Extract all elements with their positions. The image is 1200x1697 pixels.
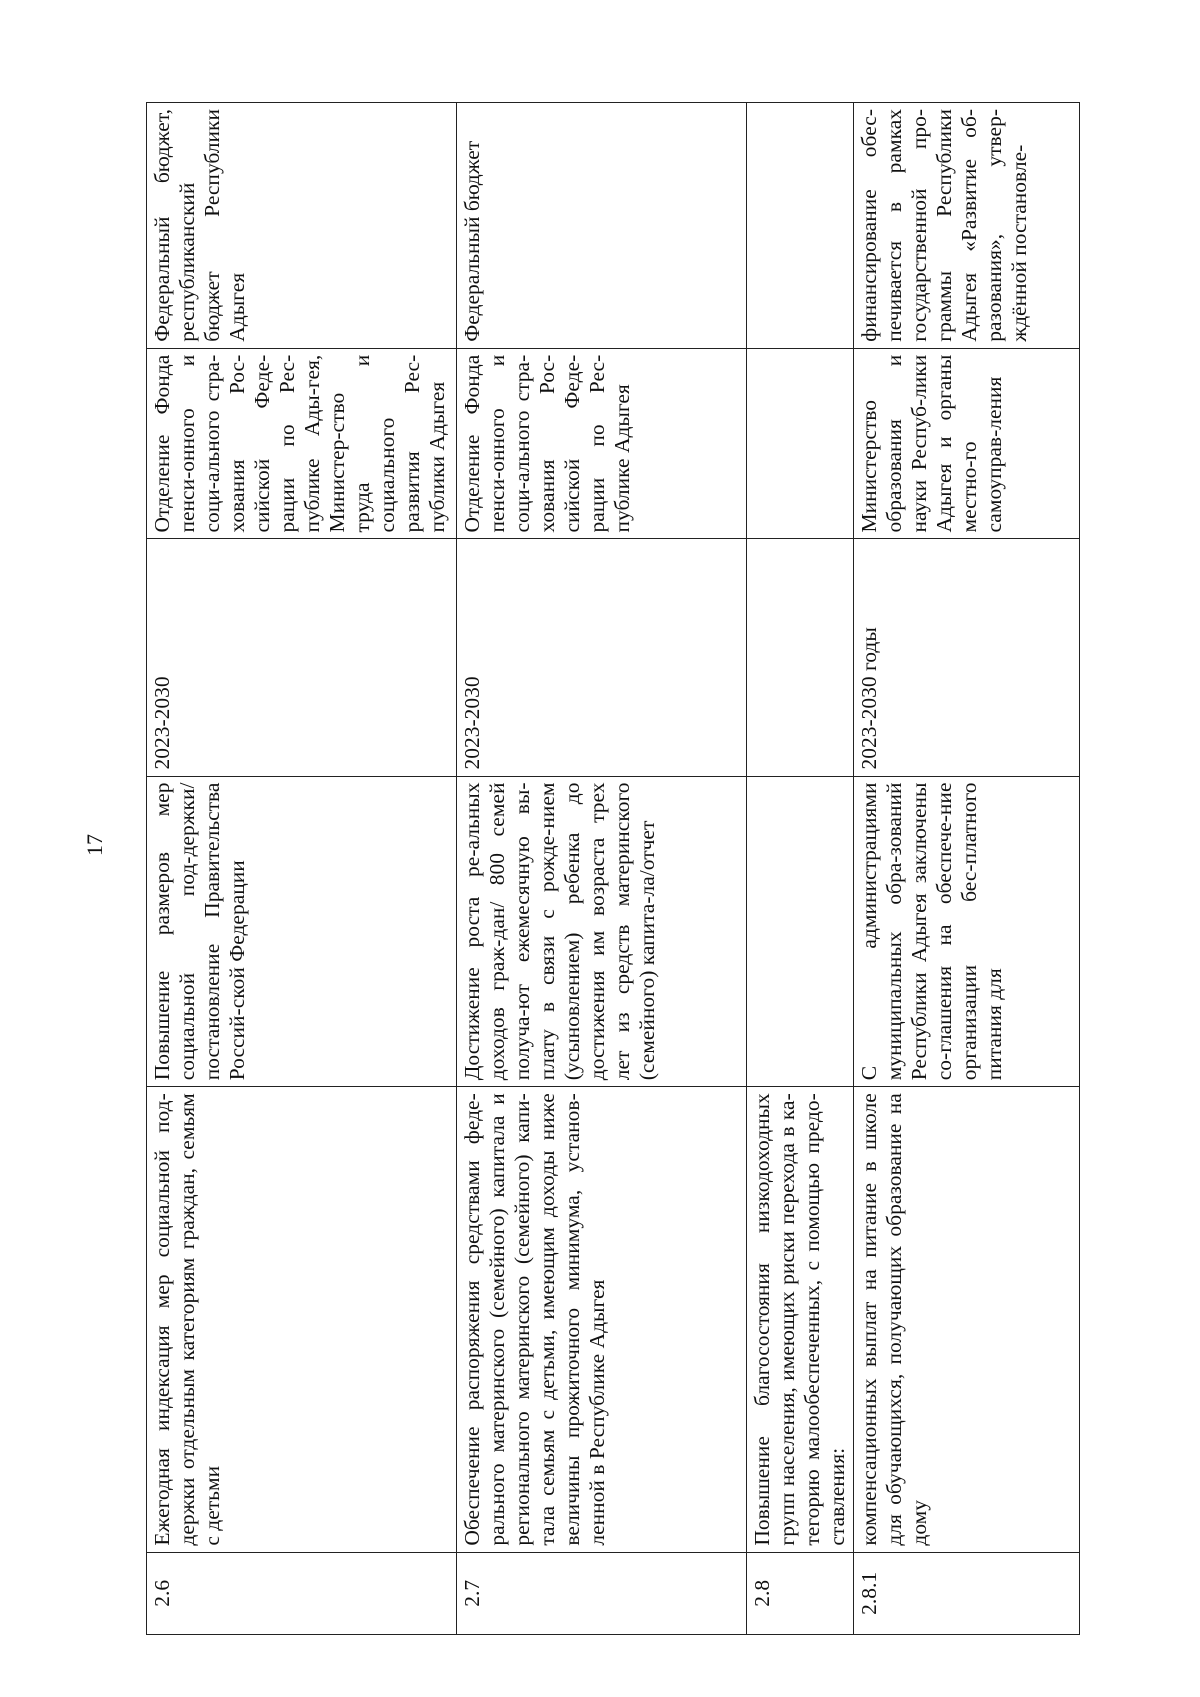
executor-cell: Отделение Фонда пенси-онного и соци-ального стра-хования Рос-сийской Феде-рации по Рес-публике Ады-гея, Министер-ство труда и социального развития Рес-публики Адыгея — [147, 348, 457, 539]
measures-table — [146, 102, 1080, 1635]
executor-cell: Отделение Фонда пенси-онного и соци-ального стра-хования Рос-сийской Феде-рации по Рес-публике Адыгея — [457, 348, 747, 539]
period-cell — [747, 539, 854, 776]
page-number: 17 — [82, 834, 107, 856]
measure-cell: Ежегодная индексация мер социальной под-держки отдельным категориям граждан, семьям с детьми — [147, 1087, 457, 1552]
period-cell: 2023-2030 годы — [854, 539, 1080, 776]
table-row — [747, 103, 854, 1635]
rotated-table-container — [146, 102, 1066, 1635]
row-number: 2.7 — [457, 1552, 747, 1634]
row-number: 2.6 — [147, 1552, 457, 1634]
table-row — [457, 103, 747, 1635]
executor-cell — [747, 348, 854, 539]
measure-cell: компенсационных выплат на питание в школе для обучающихся, получающих образование на дому — [854, 1087, 1080, 1552]
result-cell: Повышение размеров мер социальной под-держки/ постановление Правительства Россий-ской Федерации — [147, 776, 457, 1087]
row-number: 2.8.1 — [854, 1552, 1080, 1634]
table-row — [854, 103, 1080, 1635]
period-cell: 2023-2030 — [457, 539, 747, 776]
measure-cell: Обеспечение распоряжения средствами феде-рального материнского (семейного) капитала и регионального материнского (семейного) капи-тала семьям с детьми, имеющим доходы ниже величины прожиточного минимума, установ-ленной в Республике Адыгея — [457, 1087, 747, 1552]
result-cell: Достижение роста ре-альных доходов граж-дан/ 800 семей получа-ют ежемесячную вы-плату в связи с рожде-нием (усыновлением) ребенка до достижения им возраста трех лет из средств материнского (семейного) капита-ла/отчет — [457, 776, 747, 1087]
funding-cell: финансирование обес-печивается в рамках государственной про-граммы Республики Адыгея «Развитие об-разования», утвер-ждённой постановле- — [854, 103, 1080, 349]
funding-cell — [747, 103, 854, 349]
result-cell: С администрациями муниципальных обра-зований Республики Адыгея заключены со-глашения на обеспече-ние организации бес-платного питания для — [854, 776, 1080, 1087]
funding-cell: Федеральный бюджет, республиканский бюджет Республики Адыгея — [147, 103, 457, 349]
row-number: 2.8 — [747, 1552, 854, 1634]
executor-cell: Министерство образования и науки Респуб-лики Адыгея и органы местно-го самоуправ-ления — [854, 348, 1080, 539]
result-cell — [747, 776, 854, 1087]
period-cell: 2023-2030 — [147, 539, 457, 776]
measure-cell: Повышение благосостояния низкодоходных групп населения, имеющих риски перехода в ка-тегорию малообеспеченных, с помощью предо-ставления: — [747, 1087, 854, 1552]
table-row — [147, 103, 457, 1635]
funding-cell: Федеральный бюджет — [457, 103, 747, 349]
